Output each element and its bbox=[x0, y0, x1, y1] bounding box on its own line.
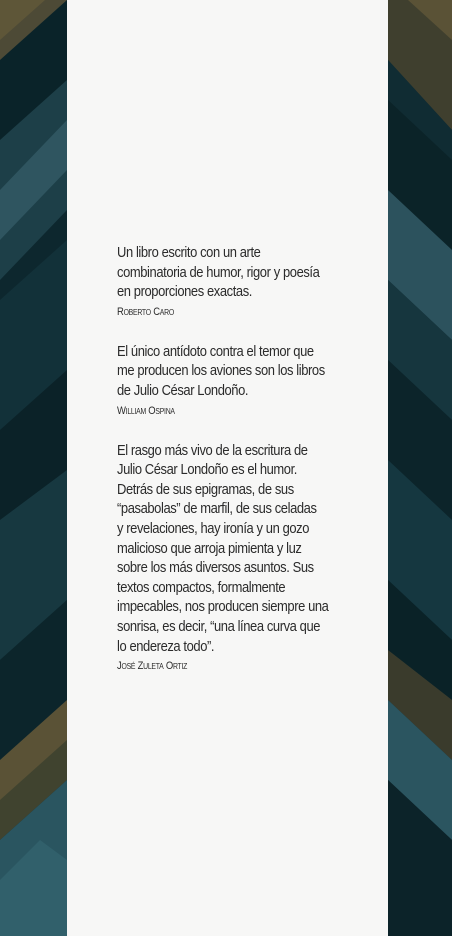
quote-line: sobre los más diversos asuntos. Sus bbox=[117, 560, 314, 577]
quote-line: textos compactos, formalmente bbox=[117, 579, 286, 596]
quote-line: me producen los aviones son los libros bbox=[117, 363, 325, 380]
quote-line: lo endereza todo”. bbox=[117, 638, 215, 655]
quote-line: malicioso que arroja pimienta y luz bbox=[117, 540, 302, 557]
quote-author: José Zuleta Ortiz bbox=[117, 660, 188, 673]
quote-line: y revelaciones, hay ironía y un gozo bbox=[117, 520, 310, 537]
quotes-section bbox=[117, 244, 377, 697]
quote-line: Detrás de sus epigramas, de sus bbox=[117, 481, 294, 498]
right-decorative-border bbox=[388, 0, 452, 936]
quote-william-ospina bbox=[117, 343, 377, 418]
quote-line: sonrisa, es decir, “una línea curva que bbox=[117, 618, 321, 635]
quote-text bbox=[117, 442, 377, 658]
quote-roberto-caro bbox=[117, 244, 377, 319]
quote-line: en proporciones exactas. bbox=[117, 284, 252, 301]
quote-jose-zuleta-ortiz bbox=[117, 442, 377, 674]
quote-line: El rasgo más vivo de la escritura de bbox=[117, 442, 308, 459]
left-decorative-border bbox=[0, 0, 67, 936]
quote-line: combinatoria de humor, rigor y poesía bbox=[117, 264, 320, 281]
quote-author: William Ospina bbox=[117, 404, 175, 417]
quote-line: impecables, nos producen siempre una bbox=[117, 599, 329, 616]
quote-text bbox=[117, 343, 377, 402]
quote-line: Un libro escrito con un arte bbox=[117, 245, 261, 261]
quote-author: Roberto Caro bbox=[117, 305, 174, 318]
quote-line: “pasabolas” de marfil, de sus celadas bbox=[117, 501, 317, 518]
quote-line: Julio César Londoño es el humor. bbox=[117, 462, 297, 479]
quote-line: El único antídoto contra el temor que bbox=[117, 343, 314, 360]
quote-text bbox=[117, 244, 377, 303]
quote-line: de Julio César Londoño. bbox=[117, 382, 249, 399]
